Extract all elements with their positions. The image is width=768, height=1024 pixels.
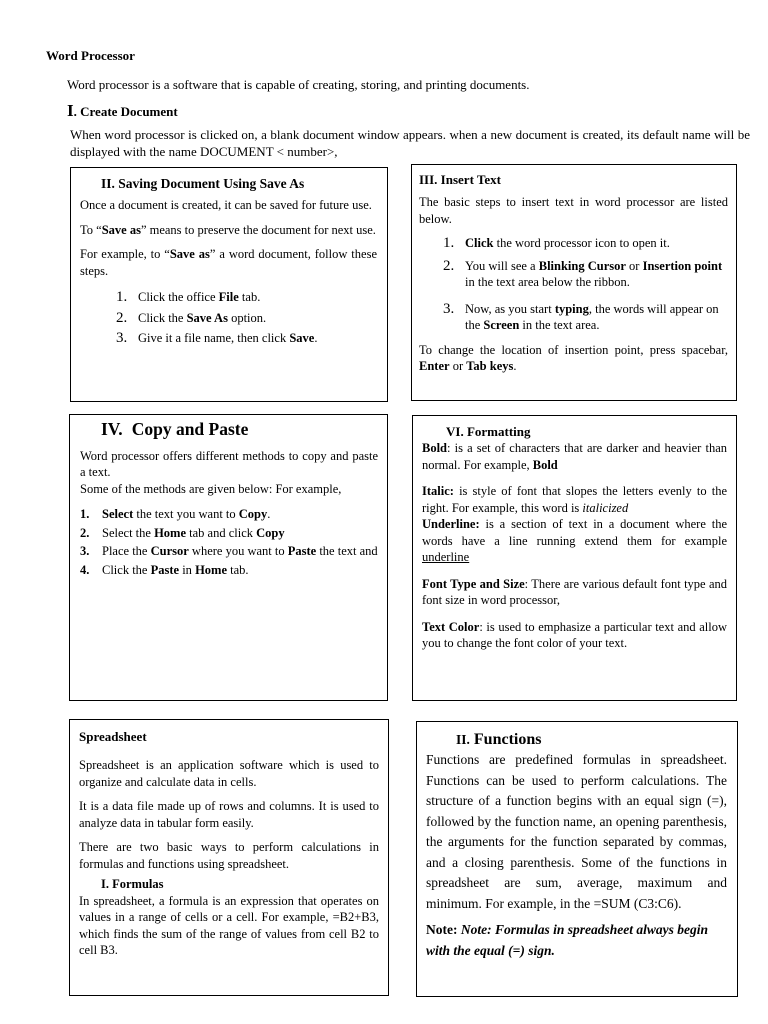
formatting-box: [412, 415, 737, 701]
formatting-font: Font Type and Size: There are various default font type and font size in word processor,: [422, 576, 728, 607]
list-item: 1. Click the word processor icon to open it.: [443, 235, 670, 251]
insert-text-footer: To change the location of insertion point, press spacebar, Enter or Tab keys.: [419, 342, 728, 373]
functions-note: Note: Note: Formulas in spreadsheet always begin with the equal (=) sign.: [426, 922, 708, 958]
spreadsheet-title: Spreadsheet: [79, 729, 147, 744]
spreadsheet-paragraph: There are two basic ways to perform calculations in formulas and functions using spreadsheet.: [79, 840, 379, 871]
list-item: 2. Select the Home tab and click Copy: [80, 525, 285, 540]
list-item: 1. Select the text you want to Copy.: [80, 507, 271, 521]
insert-text-intro: The basic steps to insert text in word processor are listed below.: [419, 195, 728, 226]
list-item: 3. Place the Cursor where you want to Paste the text and: [80, 544, 378, 558]
insert-text-box: [411, 164, 737, 401]
spreadsheet-paragraph: Spreadsheet is an application software which is used to organize and calculate data in cells.: [79, 758, 379, 789]
list-item: 4. Click the Paste in Home tab.: [80, 562, 249, 577]
insert-text-steps: [419, 235, 728, 334]
functions-paragraph: Functions are predefined formulas in spreadsheet. Functions can be used to perform calculations. The structure of a function begins with an equal sign (=), followed by the function name, an opening parenthesis, the arguments for the function separated by commas, and a closing parenthesis. Some of the functions in spreadsheet are sum, average, maximum and minimum. For example, in the =SUM (C3:C6).: [426, 752, 727, 911]
spreadsheet-box: [69, 719, 389, 996]
save-as-title: II. Saving Document Using Save As: [101, 176, 305, 191]
save-as-box: [70, 167, 388, 402]
copy-paste-heading: IV. Copy and Paste: [101, 419, 249, 439]
save-as-paragraph: To “Save as” means to preserve the document for next use.: [80, 222, 376, 237]
save-as-paragraph: For example, to “Save as” a word document, follow these steps.: [80, 247, 377, 278]
copy-paste-paragraph: Some of the methods are given below: For example,: [80, 481, 342, 496]
list-item: 3. Give it a file name, then click Save.: [116, 330, 318, 346]
formatting-bold: Bold: is a set of characters that are darker and heavier than normal. For example, Bold: [422, 441, 727, 472]
formatting-italic: Italic: is style of font that slopes the letters evenly to the right. For example, this word is italicized: [422, 484, 727, 515]
copy-paste-steps: [80, 506, 378, 578]
formulas-title: I. Formulas: [101, 877, 164, 891]
functions-box: [416, 721, 738, 997]
formatting-underline: Underline: is a section of text in a document where the words have a line running extend them for example underline: [422, 517, 727, 564]
section-title: . Create Document: [73, 104, 178, 119]
copy-paste-paragraph: Word processor offers different methods to copy and paste a text.: [80, 448, 378, 479]
save-as-paragraph: Once a document is created, it can be saved for future use.: [80, 198, 372, 212]
functions-heading: II. Functions: [456, 731, 542, 748]
create-document-paragraph: When word processor is clicked on, a blank document window appears. when a new document is created, its default name will be displayed with the name DOCUMENT < number>,: [70, 127, 750, 159]
formatting-title: VI. Formatting: [446, 424, 531, 439]
insert-text-title: III. Insert Text: [419, 172, 501, 187]
formatting-color: Text Color: is used to emphasize a particular text and allow you to change the font color of your text.: [422, 619, 727, 650]
intro-paragraph: Word processor is a software that is capable of creating, storing, and printing documents.: [67, 77, 530, 92]
section-create-document-heading: [67, 101, 178, 121]
section-numeral: I: [67, 101, 74, 120]
list-item: 2. You will see a Blinking Cursor or Insertion point in the text area below the ribbon.: [443, 257, 723, 289]
save-as-steps: [80, 289, 377, 347]
spreadsheet-paragraph: It is a data file made up of rows and columns. It is used to analyze data in tabular form easily.: [79, 799, 379, 830]
list-item: 3. Now, as you start typing, the words will appear on the Screen in the text area.: [443, 300, 719, 332]
formulas-paragraph: In spreadsheet, a formula is an expression that operates on values in a range of cells or a cell. For example, =B2+B3, which finds the sum of the range of values from cell B2 to cell B3.: [79, 893, 379, 957]
list-item: 2. Click the Save As option.: [116, 309, 267, 326]
document-title: Word Processor: [46, 48, 135, 63]
list-item: 1. Click the office File tab.: [116, 289, 261, 305]
copy-paste-box: [69, 414, 388, 701]
